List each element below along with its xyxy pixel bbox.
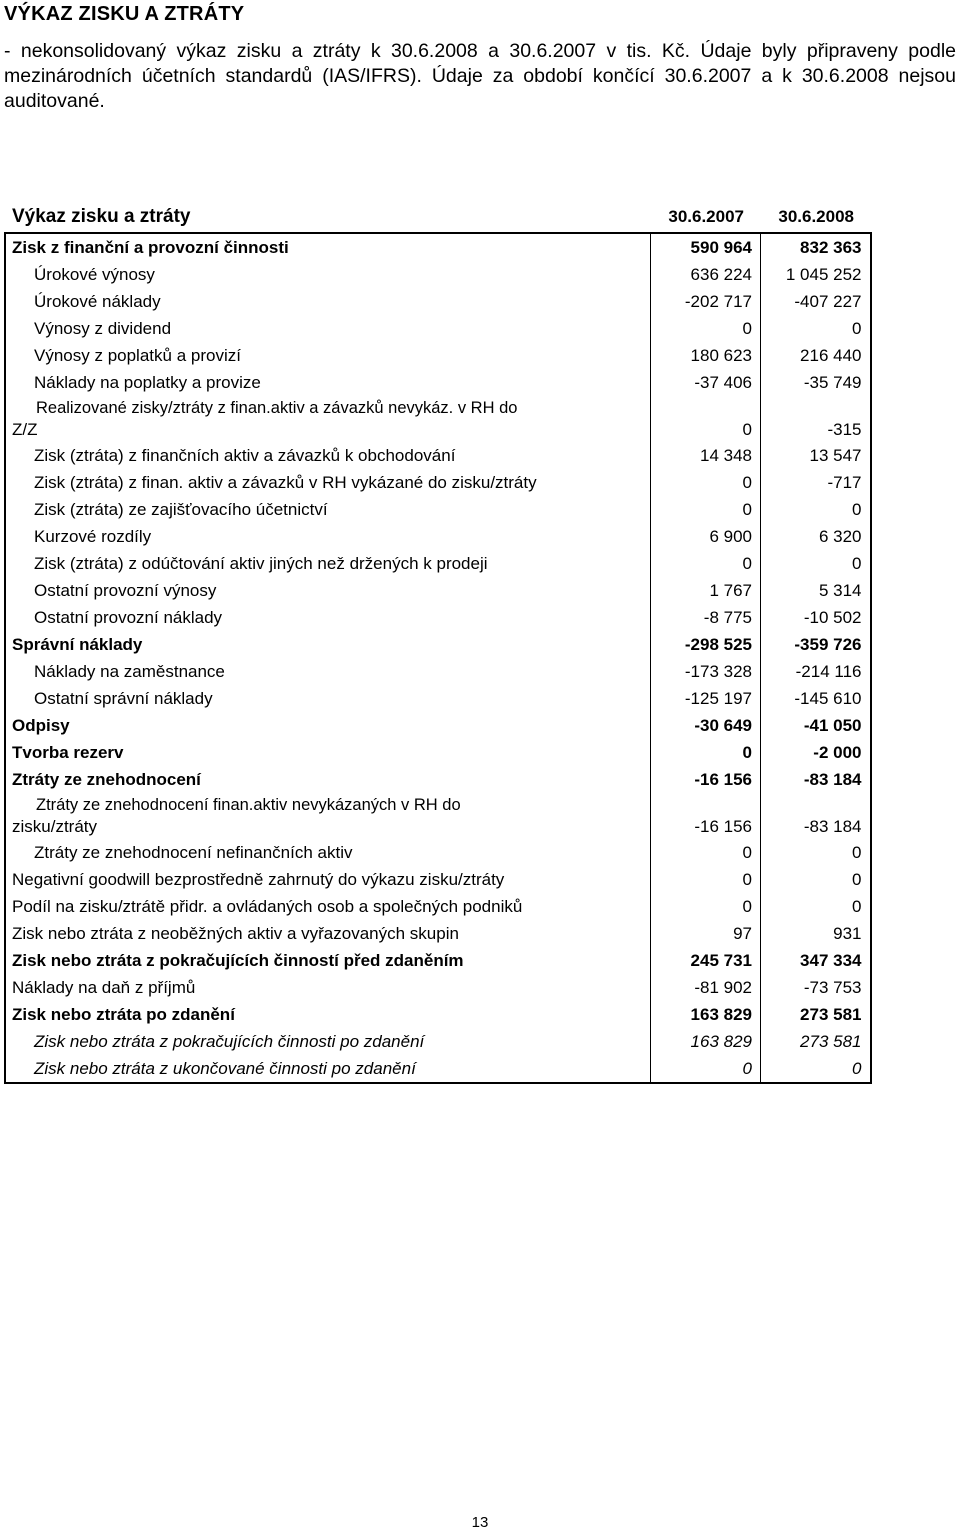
row-label: Ostatní provozní náklady <box>34 607 223 627</box>
value-2008: 0 <box>852 842 862 862</box>
document-heading: VÝKAZ ZISKU A ZTRÁTY <box>4 3 245 25</box>
value-2008: -214 116 <box>795 661 862 681</box>
row-label: Zisk nebo ztráta z ukončované činnosti po zdanění <box>34 1058 416 1078</box>
table-row <box>5 766 871 793</box>
value-2007: 6 900 <box>651 523 761 550</box>
row-label: Ostatní provozní výnosy <box>34 580 217 600</box>
value-2007: 590 964 <box>651 233 761 261</box>
table-row <box>5 920 871 947</box>
value-2008: 6 320 <box>818 526 862 546</box>
table-row <box>5 658 871 685</box>
value-2007: -37 406 <box>651 369 761 396</box>
table-row <box>5 604 871 631</box>
row-label: Zisk nebo ztráta po zdanění <box>12 1004 235 1024</box>
table-row <box>5 469 871 496</box>
value-2007: 0 <box>651 550 761 577</box>
row-label: Tvorba rezerv <box>12 742 124 762</box>
value-2007: 0 <box>651 1055 761 1083</box>
table-row <box>5 712 871 739</box>
table-row <box>5 315 871 342</box>
value-2008: -10 502 <box>803 607 862 627</box>
row-label: Úrokové výnosy <box>34 264 155 284</box>
value-2007: 180 623 <box>651 342 761 369</box>
value-2007: -81 902 <box>651 974 761 1001</box>
value-2007: -16 156 <box>651 793 761 839</box>
row-label: Výnosy z dividend <box>34 318 172 338</box>
value-2008: 0 <box>852 318 862 338</box>
value-2007: 163 829 <box>651 1028 761 1055</box>
table-row <box>5 550 871 577</box>
row-label-line-1: Ztráty ze znehodnocení finan.aktiv nevykázaných v RH do <box>36 796 461 814</box>
table-row <box>5 631 871 658</box>
table-row <box>5 1055 871 1083</box>
value-2008: 0 <box>852 1058 862 1078</box>
value-2007: 0 <box>651 866 761 893</box>
table-row <box>5 793 871 839</box>
column-header-2008: 30.6.2008 <box>778 207 854 226</box>
value-2008: 216 440 <box>800 345 862 365</box>
table-row <box>5 261 871 288</box>
table-row <box>5 442 871 469</box>
row-label: Náklady na zaměstnance <box>34 661 225 681</box>
value-2007: 0 <box>651 396 761 442</box>
row-label <box>5 396 651 442</box>
value-2007: 0 <box>651 496 761 523</box>
table-row <box>5 369 871 396</box>
table-row <box>5 839 871 866</box>
table-row <box>5 496 871 523</box>
value-2007: -30 649 <box>651 712 761 739</box>
value-2007: 1 767 <box>651 577 761 604</box>
row-label: Úrokové náklady <box>34 291 161 311</box>
table-row <box>5 866 871 893</box>
table-row <box>5 947 871 974</box>
value-2007: -173 328 <box>651 658 761 685</box>
value-2007: 163 829 <box>651 1001 761 1028</box>
value-2008: -83 184 <box>803 769 862 789</box>
value-2007: 0 <box>651 315 761 342</box>
page-number: 13 <box>471 1514 489 1531</box>
row-label <box>5 793 651 839</box>
row-label: Zisk z finanční a provozní činnosti <box>12 237 289 257</box>
value-2008: -315 <box>827 420 862 439</box>
row-label: Ostatní správní náklady <box>34 688 213 708</box>
table-row <box>5 739 871 766</box>
value-2008: 347 334 <box>800 950 862 970</box>
value-2008: -407 227 <box>794 291 862 311</box>
value-2007: 245 731 <box>651 947 761 974</box>
row-label: Negativní goodwill bezprostředně zahrnutý do výkazu zisku/ztráty <box>12 869 505 889</box>
row-label: Zisk nebo ztráta z pokračujících činností před zdaněním <box>12 950 464 970</box>
table-title: Výkaz zisku a ztráty <box>12 206 191 227</box>
value-2007: -298 525 <box>651 631 761 658</box>
value-2008: 273 581 <box>800 1031 862 1051</box>
table-row <box>5 396 871 442</box>
value-2008: 5 314 <box>818 580 862 600</box>
row-label: Zisk nebo ztráta z pokračujících činnosti po zdanění <box>34 1031 425 1051</box>
row-label: Ztráty ze znehodnocení nefinančních aktiv <box>34 842 353 862</box>
value-2007: -202 717 <box>651 288 761 315</box>
column-header-2007: 30.6.2007 <box>668 207 744 226</box>
table-row <box>5 233 871 261</box>
row-label-line-1: Realizované zisky/ztráty z finan.aktiv a závazků nevykáz. v RH do <box>36 399 518 417</box>
value-2008: -359 726 <box>794 634 862 654</box>
value-2007: 0 <box>651 469 761 496</box>
table-row <box>5 685 871 712</box>
row-label: Zisk (ztráta) z finančních aktiv a závazků k obchodování <box>34 445 456 465</box>
value-2007: 97 <box>651 920 761 947</box>
value-2007: 636 224 <box>651 261 761 288</box>
value-2007: -8 775 <box>651 604 761 631</box>
table-row <box>5 288 871 315</box>
value-2008: -717 <box>827 472 862 492</box>
row-label: Správní náklady <box>12 634 143 654</box>
table-row <box>5 342 871 369</box>
row-label: Podíl na zisku/ztrátě přidr. a ovládaných osob a společných podniků <box>12 896 523 916</box>
value-2008: 0 <box>852 896 862 916</box>
income-statement-table <box>4 232 872 1084</box>
table-row <box>5 893 871 920</box>
value-2008: 273 581 <box>800 1004 862 1024</box>
value-2008: -2 000 <box>813 742 862 762</box>
row-label-line-2: zisku/ztráty <box>12 817 98 836</box>
value-2008: 931 <box>833 923 862 943</box>
value-2007: 0 <box>651 739 761 766</box>
row-label-line-2: Z/Z <box>12 420 38 439</box>
row-label: Zisk (ztráta) z finan. aktiv a závazků v RH vykázané do zisku/ztráty <box>34 472 537 492</box>
value-2008: -35 749 <box>803 372 862 392</box>
value-2007: 0 <box>651 893 761 920</box>
intro-paragraph: - nekonsolidovaný výkaz zisku a ztráty k 30.6.2008 a 30.6.2007 v tis. Kč. Údaje byly připraveny podle mezinárodních účetních standardů (IAS/IFRS). Údaje za období končící 30.6.2007 a k 30.6.2008 nejsou auditované. <box>4 40 956 112</box>
row-label: Výnosy z poplatků a provizí <box>34 345 241 365</box>
value-2008: -83 184 <box>803 817 862 836</box>
value-2007: 14 348 <box>651 442 761 469</box>
value-2008: 13 547 <box>809 445 862 465</box>
row-label: Kurzové rozdíly <box>34 526 152 546</box>
value-2007: -16 156 <box>651 766 761 793</box>
value-2008: -73 753 <box>803 977 862 997</box>
value-2008: 0 <box>852 499 862 519</box>
row-label: Odpisy <box>12 715 70 735</box>
value-2007: -125 197 <box>651 685 761 712</box>
table-row <box>5 1001 871 1028</box>
row-label: Zisk (ztráta) z odúčtování aktiv jiných než držených k prodeji <box>34 553 488 573</box>
row-label: Ztráty ze znehodnocení <box>12 769 201 789</box>
row-label: Zisk (ztráta) ze zajišťovacího účetnictví <box>34 499 328 519</box>
table-row <box>5 1028 871 1055</box>
value-2008: 1 045 252 <box>785 264 862 284</box>
table-row <box>5 577 871 604</box>
table-row <box>5 974 871 1001</box>
value-2008: -145 610 <box>794 688 862 708</box>
value-2008: 832 363 <box>800 237 862 257</box>
row-label: Náklady na daň z příjmů <box>12 977 196 997</box>
value-2007: 0 <box>651 839 761 866</box>
table-row <box>5 523 871 550</box>
value-2008: 0 <box>852 553 862 573</box>
row-label: Zisk nebo ztráta z neoběžných aktiv a vyřazovaných skupin <box>12 923 459 943</box>
value-2008: -41 050 <box>803 715 862 735</box>
row-label: Náklady na poplatky a provize <box>34 372 261 392</box>
value-2008: 0 <box>852 869 862 889</box>
